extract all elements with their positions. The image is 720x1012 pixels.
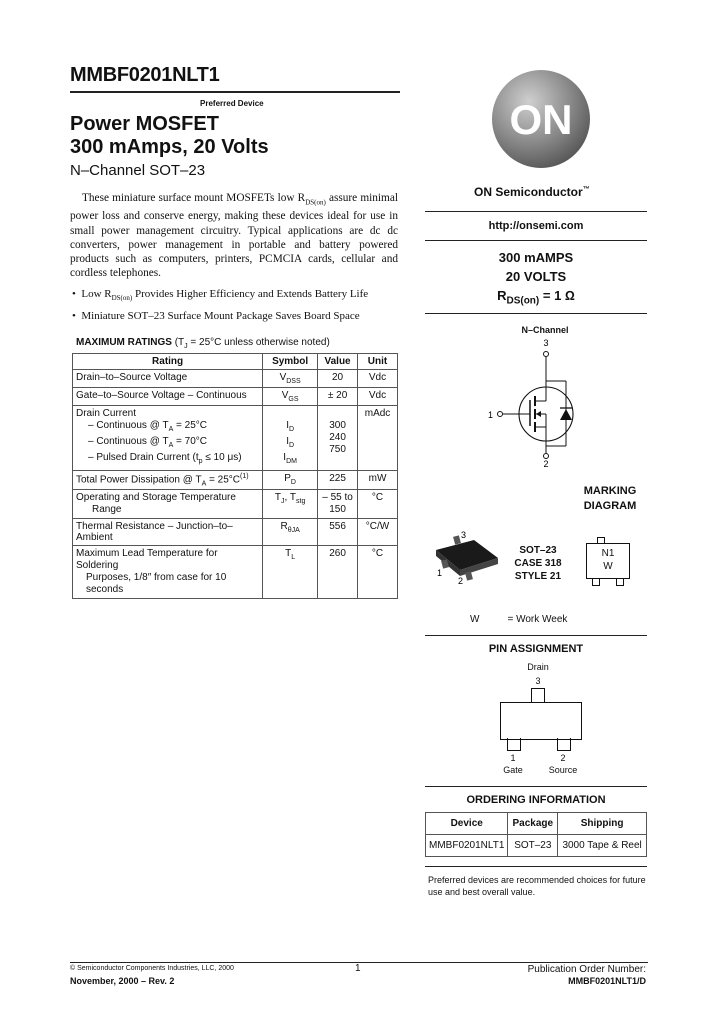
footer-copyright: © Semiconductor Components Industries, LLC, 2000 xyxy=(70,965,234,972)
company-name xyxy=(474,185,590,199)
value-cell: 225 xyxy=(318,471,358,490)
table-row xyxy=(426,835,647,857)
table-row xyxy=(73,519,398,546)
order-col-shipping: Shipping xyxy=(558,813,647,835)
preferred-note: Preferred devices are recommended choices for future use and best overall value. xyxy=(428,875,646,897)
intro-text-sub: DS(on) xyxy=(305,198,326,207)
feature-1-a: Low R xyxy=(81,288,112,300)
sym-1-sub: D xyxy=(288,426,295,433)
rating-cell xyxy=(73,406,263,471)
value-1: 300 xyxy=(329,420,346,431)
drain-current-label: Drain Current xyxy=(76,408,137,419)
col-header-unit: Unit xyxy=(358,354,398,370)
value-cell: 260 xyxy=(318,546,358,599)
feature-list xyxy=(72,287,402,323)
ratings-cond-a: (T xyxy=(171,337,185,348)
summary-rds xyxy=(425,286,647,311)
sot23-package-icon xyxy=(428,528,508,584)
symbol-sub: GS xyxy=(288,396,299,403)
marking-legend xyxy=(470,614,567,625)
symbol-idm xyxy=(266,452,314,468)
rating-cell: Gate–to–Source Voltage – Continuous xyxy=(73,388,263,406)
pin-source-number: 2 xyxy=(560,753,566,763)
mark-code: N1 xyxy=(601,548,615,559)
symbol-cell xyxy=(263,388,318,406)
drain-current-line-3 xyxy=(76,452,259,468)
rds-r: R xyxy=(497,288,507,303)
temp-l2: Range xyxy=(92,504,122,516)
symbol-main: P xyxy=(284,473,291,484)
unit-cell: °C/W xyxy=(358,519,398,546)
feature-item-2: • Miniature SOT–23 Surface Mount Package Saves Board Space xyxy=(72,310,360,323)
rating-cell: Drain–to–Source Voltage xyxy=(73,370,263,388)
case-l1: SOT–23 xyxy=(519,545,557,556)
table-row xyxy=(73,471,398,490)
feature-1-b: Provides Higher Efficiency and Extends Battery Life xyxy=(132,288,369,300)
rating-cell: Thermal Resistance – Junction–to–Ambient xyxy=(73,519,263,546)
dc-l1-b: = 25°C xyxy=(173,420,207,431)
legend-value: = Work Week xyxy=(507,614,568,625)
symbol-cell xyxy=(263,519,318,546)
trademark-mark: ™ xyxy=(582,186,590,193)
lead-l1: Maximum Lead Temperature for Soldering xyxy=(76,548,218,572)
title-line-1: Power MOSFET xyxy=(70,113,219,135)
table-row xyxy=(73,546,398,599)
pin-gate-label: Gate xyxy=(503,765,523,775)
unit-cell: Vdc xyxy=(358,370,398,388)
pd-b: = 25°C xyxy=(206,474,240,486)
footer-pub-number: MMBF0201NLT1/D xyxy=(568,976,646,986)
dc-l3-b: ≤ 10 μs) xyxy=(202,452,242,463)
case-l2: CASE 318 xyxy=(514,558,562,569)
temp-l1: Operating and Storage Temperature xyxy=(76,492,236,504)
pin-drain-label: Drain xyxy=(527,662,549,672)
symbol-cell xyxy=(263,546,318,599)
feature-item-1: • Low $R_{DS(on)}$ Provides Higher Efficiency and Extends Battery Life xyxy=(72,288,369,303)
part-number: MMBF0201NLT1 xyxy=(70,64,220,86)
table-row xyxy=(73,490,398,519)
case-info xyxy=(508,544,568,583)
max-ratings-table xyxy=(72,353,398,599)
drain-current-line-2 xyxy=(76,436,259,452)
schematic-pin-drain: 3 xyxy=(543,338,549,348)
title-line-2: 300 mAmps, 20 Volts xyxy=(70,136,269,158)
pin-assignment-title: PIN ASSIGNMENT xyxy=(488,643,584,655)
col-header-value: Value xyxy=(318,354,358,370)
marking-title-l2: DIAGRAM xyxy=(583,500,637,512)
sym-3: I xyxy=(283,452,287,463)
ordering-title: ORDERING INFORMATION xyxy=(466,794,606,806)
mark-body xyxy=(586,543,630,579)
rule-6 xyxy=(425,866,647,867)
drain-current-line-1 xyxy=(76,420,259,436)
feature-2-text: Miniature SOT–23 Surface Mount Package Saves Board Space xyxy=(81,310,360,323)
pd-a: Total Power Dissipation @ T xyxy=(76,474,202,486)
order-col-device: Device xyxy=(426,813,508,835)
preferred-device-label: Preferred Device xyxy=(200,99,264,108)
symbol-main: V xyxy=(279,372,287,383)
temp-v2: 150 xyxy=(329,504,346,516)
pin-drain-number: 3 xyxy=(535,676,541,686)
schematic-pin-gate: 1 xyxy=(488,410,494,420)
value-cell xyxy=(318,406,358,471)
tj-sub: J xyxy=(281,498,285,506)
pd-sup: (1) xyxy=(240,473,249,480)
symbol-cell xyxy=(263,406,318,471)
order-package: SOT–23 xyxy=(508,835,558,857)
footer-page-number: 1 xyxy=(355,963,361,974)
rating-cell xyxy=(73,471,263,490)
intro-paragraph xyxy=(70,191,398,280)
page-title xyxy=(70,113,269,159)
rule-2 xyxy=(425,240,647,241)
lead-l3: seconds xyxy=(86,584,124,596)
symbol-id-2 xyxy=(266,436,314,452)
ordering-table xyxy=(425,812,647,857)
ratings-cond-b: = 25°C unless otherwise noted) xyxy=(187,337,330,348)
rule-5 xyxy=(425,786,647,787)
dc-l1-a: – Continuous @ T xyxy=(88,420,169,431)
intro-text-a: These miniature surface mount MOSFETs low R xyxy=(82,192,306,204)
page-subtitle: N–Channel SOT–23 xyxy=(70,162,206,179)
rds-sub: DS(on) xyxy=(506,295,540,307)
legend-key: W xyxy=(470,614,480,625)
table-row xyxy=(73,370,398,388)
pkg-pin-3: 3 xyxy=(461,530,467,540)
symbol-sub: D xyxy=(290,479,296,486)
mark-lead-left xyxy=(592,579,600,586)
channel-label: N–Channel xyxy=(521,325,569,335)
unit-cell: mAdc xyxy=(358,406,398,471)
tstg-sub: stg xyxy=(296,498,306,506)
pin-gate-number: 1 xyxy=(510,753,516,763)
symbol-sub: θJA xyxy=(287,527,300,535)
order-shipping: 3000 Tape & Reel xyxy=(558,835,647,857)
unit-cell: °C xyxy=(358,490,398,519)
marking-title-l1: MARKING xyxy=(583,485,637,497)
pin-package-body xyxy=(500,702,582,740)
table-header-row xyxy=(73,354,398,370)
value-2: 240 xyxy=(329,432,346,443)
pin-gate-lead xyxy=(507,738,521,751)
sym-2-sub: D xyxy=(288,442,295,449)
dc-l3-a: – Pulsed Drain Current (t xyxy=(88,452,199,463)
feature-1-sub: DS(on) xyxy=(111,294,133,303)
logo-text: ON xyxy=(509,96,573,143)
company-text: ON Semiconductor xyxy=(474,185,583,199)
lead-l2: Purposes, 1/8″ from case for 10 xyxy=(86,572,227,584)
symbol-main: V xyxy=(281,390,289,401)
summary-current: 300 mAMPS xyxy=(498,250,574,265)
symbol-cell xyxy=(263,370,318,388)
footer-pub-label: Publication Order Number: xyxy=(527,964,646,975)
symbol-id-1 xyxy=(266,420,314,436)
col-header-rating: Rating xyxy=(73,354,263,370)
dc-l3-sub: p xyxy=(198,458,203,465)
pin-source-lead xyxy=(557,738,571,751)
rule-4 xyxy=(425,635,647,636)
temp-v1: – 55 to xyxy=(322,492,353,504)
case-l3: STYLE 21 xyxy=(514,571,562,582)
pkg-pin-1: 1 xyxy=(437,568,443,578)
rule-3 xyxy=(425,313,647,314)
summary-voltage: 20 VOLTS xyxy=(505,269,567,284)
tstg: , T xyxy=(284,492,296,504)
symbol-cell xyxy=(263,490,318,519)
ratings-cond-sub: J xyxy=(184,343,188,350)
unit-cell: mW xyxy=(358,471,398,490)
sym-2: I xyxy=(286,436,289,447)
on-logo-icon xyxy=(490,68,592,170)
rating-cell xyxy=(73,490,263,519)
unit-cell: Vdc xyxy=(358,388,398,406)
symbol-main: T xyxy=(285,548,292,560)
footer-date: November, 2000 – Rev. 2 xyxy=(70,976,175,986)
value-cell: 20 xyxy=(318,370,358,388)
rating-summary xyxy=(425,248,647,311)
symbol-cell xyxy=(263,471,318,490)
ratings-title: MAXIMUM RATINGS xyxy=(76,337,172,348)
symbol-sub: L xyxy=(291,554,296,562)
order-col-package: Package xyxy=(508,813,558,835)
value-3: 750 xyxy=(329,444,346,455)
col-header-symbol: Symbol xyxy=(263,354,318,370)
pkg-pin-2: 2 xyxy=(458,576,464,584)
ordering-header-row xyxy=(426,813,647,835)
header-rule xyxy=(70,91,400,93)
rating-cell xyxy=(73,546,263,599)
dc-l2-a: – Continuous @ T xyxy=(88,436,169,447)
table-row xyxy=(73,388,398,406)
mark-week: W xyxy=(603,561,613,572)
rds-value: = 1 Ω xyxy=(539,288,575,303)
value-cell: 556 xyxy=(318,519,358,546)
marking-title xyxy=(570,484,650,514)
order-device: MMBF0201NLT1 xyxy=(426,835,508,857)
ratings-heading xyxy=(76,337,330,350)
marking-diagram xyxy=(586,537,632,593)
rule-1 xyxy=(425,211,647,212)
pin-drain-lead xyxy=(531,688,545,703)
schematic-pin-source: 2 xyxy=(543,459,549,469)
sym-3-sub: DM xyxy=(286,458,297,465)
unit-cell: °C xyxy=(358,546,398,599)
value-cell: ± 20 xyxy=(318,388,358,406)
value-cell xyxy=(318,490,358,519)
symbol-sub: DSS xyxy=(286,378,301,385)
symbol-main: R xyxy=(280,521,288,533)
dc-l2-b: = 70°C xyxy=(173,436,207,447)
website-url: http://onsemi.com xyxy=(488,220,584,232)
table-row xyxy=(73,406,398,471)
pd-sub: A xyxy=(201,480,207,488)
intro-text-b: assure minimal power loss and conserve energy, making these devices ideal for use in small power management circuitry. Typical applications are dc dc converters, power management in portable and battery powered products such as computers, printers, PCMCIA cards, cellular and cordless telephones. xyxy=(70,192,398,280)
dc-l2-sub: A xyxy=(168,442,174,449)
mosfet-schematic xyxy=(480,336,590,471)
sym-1: I xyxy=(286,420,289,431)
dc-l1-sub: A xyxy=(168,426,174,433)
mark-lead-right xyxy=(616,579,624,586)
tj: T xyxy=(274,492,282,504)
pin-source-label: Source xyxy=(548,765,578,775)
